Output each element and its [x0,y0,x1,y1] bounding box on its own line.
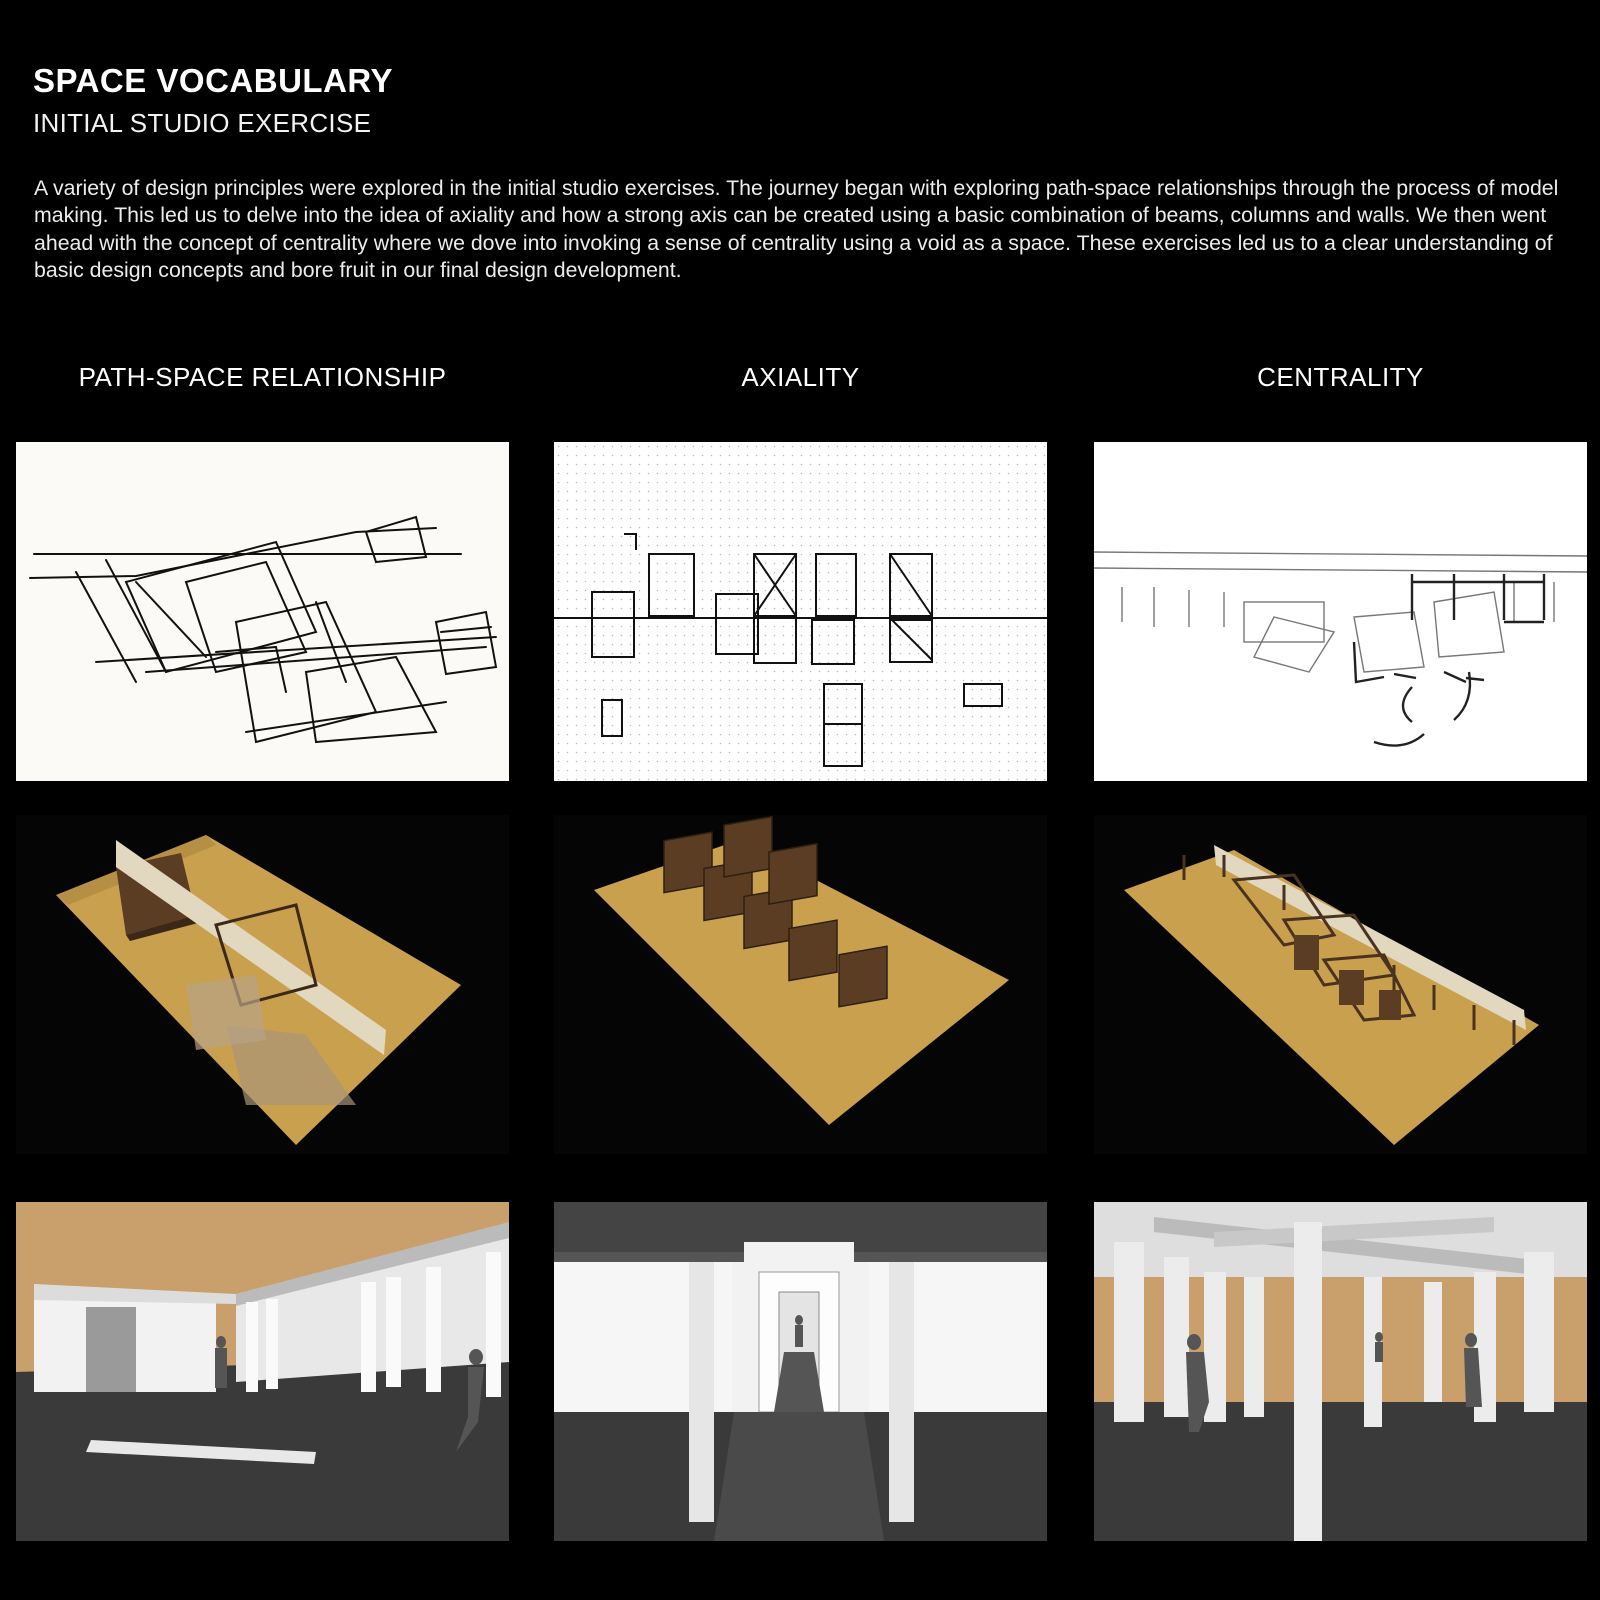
centrality-render [1094,1202,1587,1541]
column-heading-centrality: CENTRALITY [1257,362,1424,392]
column-grid-render-icon [1094,1202,1587,1541]
axiality-sketch [554,442,1047,781]
cardboard-model-icon [1094,815,1587,1154]
axiality-render [554,1202,1047,1541]
intro-paragraph: A variety of design principles were explored in the initial studio exercises. The journey began with exploring path-space relationships through the process of model making. This led us to delve into the idea of axiality and how a strong axis can be created using a basic combination of beams, columns and walls. We then went ahead with the concept of centrality where we dove into invoking a sense of centrality using a void as a space. These exercises led us to a clear understanding of basic design concepts and bore fruit in our final design development. [34,176,1559,283]
column-heading-path-space: PATH-SPACE RELATIONSHIP [78,362,447,392]
centrality-model-photo [1094,815,1587,1154]
axiality-model-photo [554,815,1047,1154]
column-heading-axiality: AXIALITY [741,362,860,392]
page-subtitle: INITIAL STUDIO EXERCISE [33,108,372,138]
path-space-model-photo [16,815,509,1154]
path-space-render [16,1202,509,1541]
centrality-sketch [1094,442,1587,781]
grid-sketch-icon [554,442,1047,781]
pen-sketch-icon [16,442,509,781]
corridor-render-icon [554,1202,1047,1541]
page-title: SPACE VOCABULARY [33,62,394,99]
cardboard-model-icon [16,815,509,1154]
path-space-sketch [16,442,509,781]
cardboard-model-icon [554,815,1047,1154]
interior-render-icon [16,1202,509,1541]
pencil-sketch-icon [1094,442,1587,781]
